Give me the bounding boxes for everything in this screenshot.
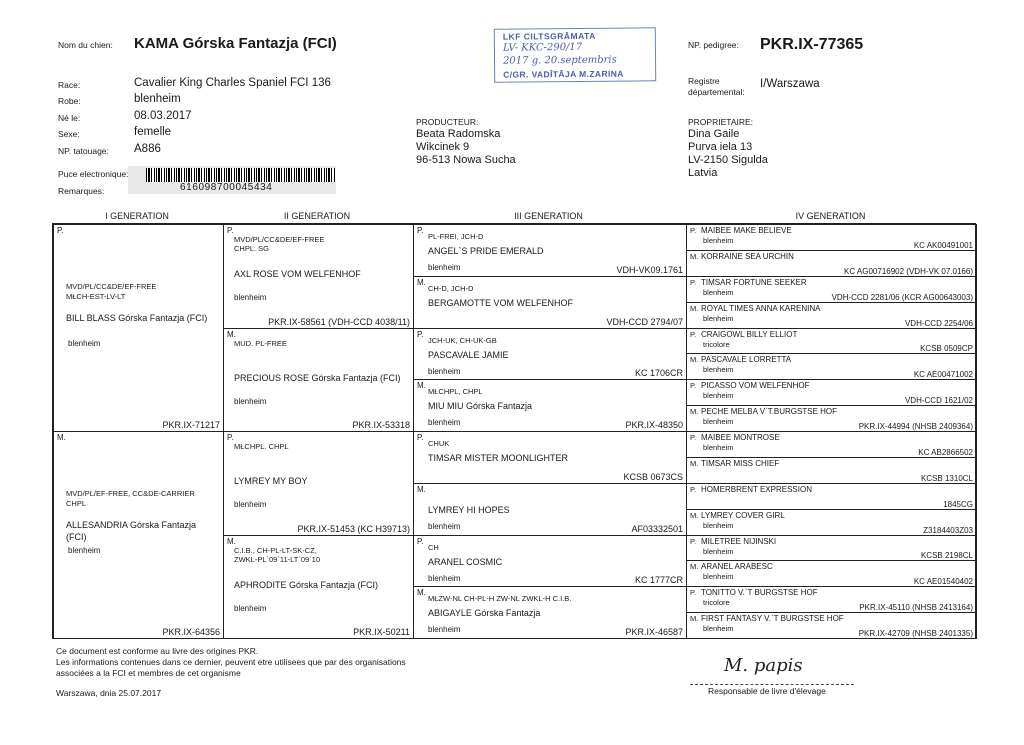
ancestor-registration: KCSB 0509CP xyxy=(920,344,973,354)
ancestor-registration: PKR.IX-42709 (NHSB 2401335) xyxy=(858,629,973,638)
ancestor-registration: KC 1777CR xyxy=(634,575,683,586)
ancestor-name: PECHE MELBA V`T.BURGSTSE HOF xyxy=(701,407,838,417)
gen2-cell xyxy=(223,224,414,329)
ancestor-titles: MŁCHPL, CHPL xyxy=(428,387,483,397)
ancestor-name: FIRST FANTASY V.`T BURGSTSE HOF xyxy=(701,614,844,624)
ancestor-name: PASCAVALE LORRETTA xyxy=(701,355,792,365)
ancestor-registration: AF03332501 xyxy=(631,523,683,534)
ancestor-registration: KCSB 2198CL xyxy=(920,551,973,561)
sex-marker: M. xyxy=(417,381,426,391)
ancestor-name: BERGAMOTTE VOM WELFENHOF xyxy=(428,297,574,308)
ancestor-name: TIMSAR FORTUNE SEEKER xyxy=(701,277,807,287)
gen4-cell xyxy=(686,302,977,329)
ancestor-titles: JCH-UK, CH-UK-GB xyxy=(428,335,497,345)
ancestor-color: tricolore xyxy=(703,598,730,608)
sex-marker: P. xyxy=(690,329,697,339)
gen4-cell xyxy=(686,224,977,251)
ancestor-registration: VDH-VK09.1761 xyxy=(616,264,683,275)
ancestor-name: APHRODITE Górska Fantazja (FCI) xyxy=(234,579,379,590)
sex-marker: M. xyxy=(227,536,236,546)
sex-marker: P. xyxy=(690,277,697,287)
sex-marker: M. xyxy=(690,562,699,572)
sex-marker: P. xyxy=(417,536,424,546)
generation-header-4: IV GENERATION xyxy=(795,211,866,221)
pedigree-label: NP. pedigree: xyxy=(688,40,739,50)
ancestor-color: blenheim xyxy=(68,546,101,555)
ancestor-name: MIU MIU Górska Fantazja xyxy=(428,401,533,412)
ancestor-color: blenheim xyxy=(703,391,734,401)
ancestor-name: TIMSAR MISTER MOONLIGHTER xyxy=(428,453,569,463)
signature-line xyxy=(690,684,854,685)
sex-marker: M. xyxy=(690,251,699,261)
gen4-cell xyxy=(686,379,977,406)
dog-name-label: Nom du chien: xyxy=(58,40,113,50)
sex-marker: P. xyxy=(417,226,424,235)
ancestor-titles: MŁCHPL. CHPL xyxy=(234,442,289,451)
stamp-line-3: 2017 g. 20.septembris xyxy=(503,54,617,67)
tattoo-label: NP. tatouage: xyxy=(58,146,109,156)
dog-name: KAMA Górska Fantazja (FCI) xyxy=(134,35,337,52)
ancestor-color: blenheim xyxy=(703,287,734,297)
owner-name: Dina Gaile xyxy=(688,128,740,140)
ancestor-color: blenheim xyxy=(428,521,461,531)
ancestor-name: LYMREY COVER GIRL xyxy=(701,510,785,520)
gen2-cell xyxy=(223,431,414,536)
robe-value: blenheim xyxy=(134,93,181,105)
sex-marker: M. xyxy=(690,458,699,468)
ancestor-registration: PKR.IX-45110 (NHSB 2413164) xyxy=(859,603,973,613)
registry-label-2: départemental: xyxy=(688,87,745,97)
ancestor-color: blenheim xyxy=(234,293,267,302)
microchip-number: 616098700045434 xyxy=(180,182,273,193)
ancestor-name: PRECIOUS ROSE Górska Fantazja (FCI) xyxy=(234,372,401,383)
owner-address-1: Purva iela 13 xyxy=(688,141,753,153)
gen4-cell xyxy=(686,586,977,613)
ancestor-name: PASCAVALE JAMIE xyxy=(428,349,509,360)
ancestor-registration: KC AE00471002 xyxy=(913,370,973,380)
ancestor-titles: CHUK xyxy=(428,439,450,448)
gen4-cell xyxy=(686,535,977,562)
ancestor-name: TIMSAR MISS CHIEF xyxy=(701,458,780,468)
sex-marker: M. xyxy=(690,510,699,520)
ancestor-name: KORRAINE SEA URCHIN xyxy=(701,251,794,261)
ancestor-color: blenheim xyxy=(428,263,461,272)
ancestor-registration: 1845CG xyxy=(943,499,973,509)
sex-marker: P. xyxy=(690,381,697,391)
ancestor-registration: PKR.IX-44994 (NHSB 2409364) xyxy=(858,422,973,431)
ancestor-name: LYMREY HI HOPES xyxy=(428,504,510,515)
sex-value: femelle xyxy=(134,126,172,138)
ancestor-name: ANGEL`S PRIDE EMERALD xyxy=(428,246,544,256)
ancestor-registration: PKR.IX-58561 (VDH-CCD 4038/11) xyxy=(268,316,410,327)
sex-marker: P. xyxy=(690,536,697,546)
sex-marker: P. xyxy=(690,588,697,598)
ancestor-name: LYMREY MY BOY xyxy=(234,476,308,486)
ancestor-titles: MVD/PL/EF-FREE, CC&DE-CARRIER xyxy=(66,489,195,498)
tattoo-value: A886 xyxy=(134,143,161,155)
signature: M. papis xyxy=(724,655,803,676)
footer-info-1: Les informations contenues dans ce dernier, peuvent etre utilisees que par des organisations xyxy=(56,657,406,667)
owner-address-3: Latvia xyxy=(688,167,718,179)
ancestor-titles: MVD/PL/CC&DE/EF-FREE xyxy=(66,282,157,291)
gen2-cell xyxy=(223,535,414,640)
ancestor-titles: CH xyxy=(428,542,439,552)
producer-name: Beata Radomska xyxy=(416,128,501,140)
ancestor-name-continued: (FCI) xyxy=(66,532,87,542)
producer-address-1: Wikcinek 9 xyxy=(416,141,470,153)
ancestor-name: MAIBEE MONTROSE xyxy=(701,433,780,442)
ancestor-registration: KCSB 1310CL xyxy=(920,473,973,483)
gen4-cell xyxy=(686,405,977,432)
ancestor-name: BILL BLASS Górska Fantazja (FCI) xyxy=(66,313,208,323)
gen4-cell xyxy=(686,457,977,484)
ancestor-titles: CHPL xyxy=(66,499,87,508)
ancestor-name: TONITTO V.`T BURGSTSE HOF xyxy=(701,588,818,598)
ancestor-registration: KC AB2866502 xyxy=(918,447,973,457)
sex-marker: M. xyxy=(57,433,66,442)
sex-marker: M. xyxy=(690,614,699,624)
sex-marker: P. xyxy=(690,226,697,235)
ancestor-registration: KC AG00716902 (VDH-VK 07.0166) xyxy=(844,266,973,276)
ancestor-color: blenheim xyxy=(234,603,267,613)
stamp-line-2: LV- KKC-290/17 xyxy=(502,41,583,54)
gen4-cell xyxy=(686,612,977,639)
gen4-cell xyxy=(686,483,977,510)
generation-header-2: II GENERATION xyxy=(283,211,351,221)
gen4-cell xyxy=(686,560,977,587)
sex-marker: P. xyxy=(417,433,424,442)
ancestor-titles: C.I.B., CH-PL-LT-SK-CZ, xyxy=(234,545,317,555)
ancestor-color: blenheim xyxy=(234,396,267,406)
place-date: Warszawa, dnia 25.07.2017 xyxy=(56,688,162,698)
producer-label: PRODUCTEUR: xyxy=(416,117,479,127)
sex-marker: M. xyxy=(227,329,236,339)
ancestor-registration: PKR.IX-48350 xyxy=(625,420,683,430)
sex-marker: P. xyxy=(227,226,234,235)
gen3-cell xyxy=(413,586,687,639)
gen3-cell xyxy=(413,224,687,277)
generation-header-3: III GENERATION xyxy=(514,211,583,221)
ancestor-registration: VDH-CCD 1621/02 xyxy=(904,396,973,406)
gen3-cell xyxy=(413,379,687,432)
ancestor-name: ABIGAYLE Górska Fantazja xyxy=(428,608,541,619)
ancestor-titles: MŁCH-EST-LV-LT xyxy=(66,292,126,301)
ancestor-titles: MUD. PL-FREE xyxy=(234,338,287,348)
remarks-label: Remarques: xyxy=(58,186,105,196)
gen3-cell xyxy=(413,328,687,381)
gen3-cell xyxy=(413,276,687,329)
ancestor-registration: VDH-CCD 2254/06 xyxy=(904,318,973,328)
ancestor-registration: PKR.IX-53318 xyxy=(352,420,410,430)
sex-marker: P. xyxy=(690,433,697,442)
ancestor-color: blenheim xyxy=(428,625,461,635)
registry-value: I/Warszawa xyxy=(760,78,820,90)
microchip-label: Puce electronique: xyxy=(58,169,129,179)
ancestor-titles: CHPL. SG xyxy=(234,244,270,253)
ancestor-registration: KC 1706CR xyxy=(634,368,683,379)
gen3-cell xyxy=(413,431,687,484)
ancestor-color: blenheim xyxy=(428,418,461,428)
ancestor-registration: KC AK00491001 xyxy=(913,240,973,250)
ancestor-color: blenheim xyxy=(703,546,734,556)
microchip-barcode xyxy=(128,166,336,194)
ancestor-color: blenheim xyxy=(703,624,734,634)
barcode-bars xyxy=(146,168,336,182)
race-label: Race: xyxy=(58,80,81,90)
ancestor-color: blenheim xyxy=(703,520,734,530)
generation-header-1: I GENERATION xyxy=(105,211,169,221)
ancestor-color: blenheim xyxy=(703,236,734,245)
sex-marker: M. xyxy=(417,484,426,494)
sex-label: Sexe: xyxy=(58,129,80,139)
ancestor-color: blenheim xyxy=(703,417,734,427)
ancestor-color: blenheim xyxy=(703,313,734,323)
ancestor-color: blenheim xyxy=(428,573,461,583)
ancestor-color: blenheim xyxy=(703,365,734,375)
ancestor-titles: CH-D, JCH-D xyxy=(428,283,474,293)
robe-label: Robe: xyxy=(58,96,81,106)
gen4-cell xyxy=(686,276,977,303)
ancestor-name: ARANEL COSMIC xyxy=(428,556,503,567)
ancestor-registration: VDH-CCD 2281/06 (KCR AG00643003) xyxy=(831,292,973,302)
sex-marker: P. xyxy=(57,226,64,235)
ancestor-color: blenheim xyxy=(428,366,461,376)
signature-label: Responsable de livre d'élevage xyxy=(708,686,826,696)
ancestor-name: HOMERBRENT EXPRESSION xyxy=(701,484,812,494)
footer-conformity: Ce document est conforme au livre des origines PKR. xyxy=(56,646,259,656)
registry-label-1: Registre xyxy=(688,76,720,86)
gen1-cell xyxy=(53,224,224,432)
gen4-cell xyxy=(686,328,977,355)
ancestor-color: blenheim xyxy=(703,443,734,452)
sex-marker: M. xyxy=(417,588,426,598)
sex-marker: M. xyxy=(690,303,699,313)
ancestor-registration: PKR.IX-64356 xyxy=(162,627,220,637)
gen4-cell xyxy=(686,509,977,536)
ancestor-titles: MVD/PL/CC&DE/EF-FREE xyxy=(234,235,325,244)
ancestor-registration: PKR.IX-71217 xyxy=(162,420,220,430)
gen4-cell xyxy=(686,250,977,277)
ancestor-registration: KCSB 0673CS xyxy=(623,471,683,482)
ancestor-name: AXL ROSE VOM WELFENHOF xyxy=(234,269,361,279)
pedigree-number: PKR.IX-77365 xyxy=(760,36,864,53)
owner-address-2: LV-2150 Sigulda xyxy=(688,154,768,166)
ancestor-registration: PKR.IX-50211 xyxy=(353,627,410,637)
ancestor-registration: KC AE01540402 xyxy=(913,577,973,587)
birth-label: Né le: xyxy=(58,113,81,123)
sex-marker: M. xyxy=(417,277,426,287)
ancestor-name: MILETREE NIJINSKI xyxy=(701,536,777,546)
ancestor-titles: ZWKL-PL`09`11-LT`09`10 xyxy=(234,554,321,564)
footer-info-2: associées a la FCI et membres de cet organisme xyxy=(56,668,241,678)
ancestor-name: ROYAL TIMES ANNA KARENINA xyxy=(701,303,821,313)
sex-marker: M. xyxy=(690,407,699,417)
gen4-cell xyxy=(686,431,977,458)
sex-marker: P. xyxy=(227,433,234,442)
sex-marker: P. xyxy=(690,484,697,494)
ancestor-color: tricolore xyxy=(703,339,730,349)
pedigree-table xyxy=(52,223,976,639)
producer-address-2: 96-513 Nowa Sucha xyxy=(416,154,516,166)
gen3-cell xyxy=(413,535,687,588)
ancestor-titles: PL-FREI, JCH-D xyxy=(428,232,484,241)
birth-value: 08.03.2017 xyxy=(134,110,192,122)
owner-label: PROPRIETAIRE: xyxy=(688,117,754,127)
ancestor-name: ARANEL ARABESC xyxy=(701,562,773,572)
gen2-cell xyxy=(223,328,414,433)
gen4-cell xyxy=(686,353,977,380)
ancestor-name: MAIBEE MAKE BELIEVE xyxy=(701,226,792,235)
ancestor-registration: PKR.IX-46587 xyxy=(625,627,683,637)
ancestor-titles: MŁZW-NL CH-PL-H ZW-NL ZWKL-H C.I.B. xyxy=(428,594,572,604)
stamp-line-4: C/GR. VADĪTĀJA M.ZARINA xyxy=(503,68,624,80)
gen1-cell xyxy=(53,431,224,639)
ancestor-color: blenheim xyxy=(234,500,267,509)
ancestor-name: PICASSO VOM WELFENHOF xyxy=(701,381,810,391)
ancestor-registration: VDH-CCD 2794/07 xyxy=(606,316,683,327)
ancestor-color: blenheim xyxy=(68,339,101,348)
sex-marker: P. xyxy=(417,329,424,339)
ancestor-registration: PKR.IX-51453 (KC H39713) xyxy=(297,523,410,534)
registration-stamp xyxy=(494,27,656,82)
ancestor-registration: Z3184403Z03 xyxy=(923,525,973,535)
gen3-cell xyxy=(413,483,687,536)
stamp-line-1: LKF CILTSGRĀMATA xyxy=(502,30,596,42)
ancestor-name: ALLESANDRIA Górska Fantazja xyxy=(66,520,197,530)
sex-marker: M. xyxy=(690,355,699,365)
ancestor-name: CRAIGOWL BILLY ELLIOT xyxy=(701,329,798,339)
ancestor-color: blenheim xyxy=(703,572,734,582)
race-value: Cavalier King Charles Spaniel FCI 136 xyxy=(134,77,331,89)
